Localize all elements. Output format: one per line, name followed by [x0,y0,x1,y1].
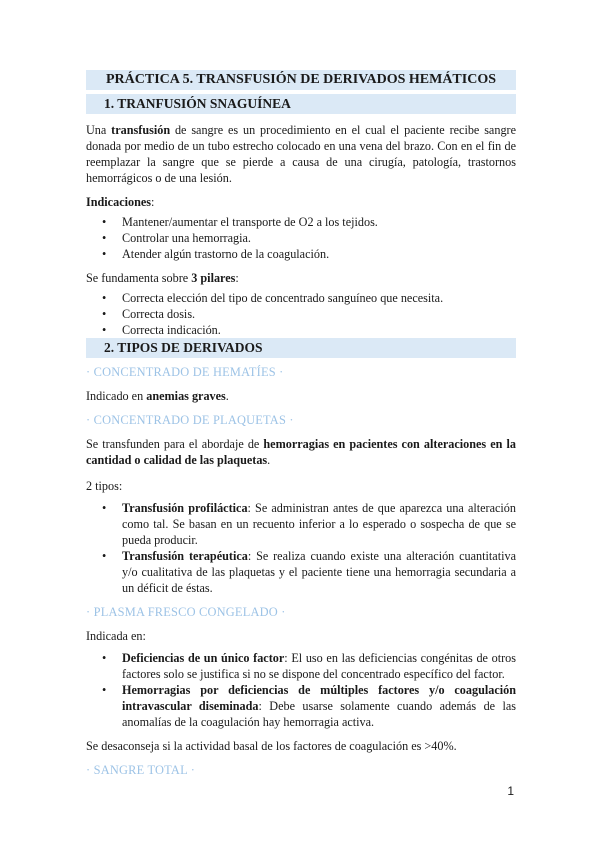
list-item: • Correcta indicación. [102,323,221,337]
pilares-paragraph: Se fundamenta sobre 3 pilares: [86,271,239,285]
subtitle-sangre-total: · SANGRE TOTAL · [86,763,196,777]
tipos-label: 2 tipos: [86,479,123,493]
list-item: • Deficiencias de un único factor: El uso en las deficiencias congénitas de otros factores solo se justifica si no se dispone del concentrado específico del factor. [102,651,516,681]
plasma-list [86,650,516,730]
indicaciones-label: Indicaciones: [86,195,155,209]
section-heading-2: 2. TIPOS DE DERIVADOS [86,338,516,358]
plaquetas-list [86,500,516,596]
subtitle-hematies: · CONCENTRADO DE HEMATÍES · [86,365,284,379]
plaquetas-paragraph: Se transfunden para el abordaje de hemorragias en pacientes con alteraciones en la cantidad o calidad de las plaquetas. [86,437,516,467]
indicaciones-list [86,214,516,262]
intro-paragraph: Una transfusión de sangre es un procedimiento en el cual el paciente recibe sangre donada por medio de un tubo estrecho colocado en una vena del brazo. Con en el fin de reemplazar la sangre que se pierde a causa de una cirugía, patología, trastornos hemorrágicos o de una lesión. [86,123,517,185]
list-item: • Transfusión profiláctica: Se administran antes de que aparezca una alteración como tal. Se basan en un recuento inferior a lo esperado o sospecha de que se pueda producir. [102,501,516,547]
indicada-label: Indicada en: [86,629,146,643]
list-item: • Hemorragias por deficiencias de múltiples factores y/o coagulación intravascular diseminada: Debe usarse solamente cuando además de las anomalías de la coagulación hay hemorragia activa. [102,683,516,729]
desaconseja-paragraph: Se desaconseja si la actividad basal de los factores de coagulación es >40%. [86,739,457,753]
list-item: • Mantener/aumentar el transporte de O2 a los tejidos. [102,215,378,229]
list-item: • Controlar una hemorragia. [102,231,251,245]
list-item: • Atender algún trastorno de la coagulación. [102,247,330,261]
hematies-paragraph: Indicado en anemias graves. [86,389,229,403]
subtitle-plasma: · PLASMA FRESCO CONGELADO · [86,605,286,619]
list-item: • Correcta dosis. [102,307,196,321]
list-item: • Transfusión terapéutica: Se realiza cuando existe una alteración cuantitativa y/o cualitativa de las plaquetas y el paciente tiene una hemorragia secundaria a un déficit de éstas. [102,549,516,595]
list-item: • Correcta elección del tipo de concentrado sanguíneo que necesita. [102,291,444,305]
document-page [86,70,516,778]
subtitle-plaquetas: · CONCENTRADO DE PLAQUETAS · [86,413,294,427]
section-heading-1: 1. TRANFUSIÓN SNAGUÍNEA [86,94,516,114]
page-title: PRÁCTICA 5. TRANSFUSIÓN DE DERIVADOS HEMÁTICOS [86,70,516,90]
pilares-list [86,290,516,338]
page-number: 1 [507,784,514,798]
